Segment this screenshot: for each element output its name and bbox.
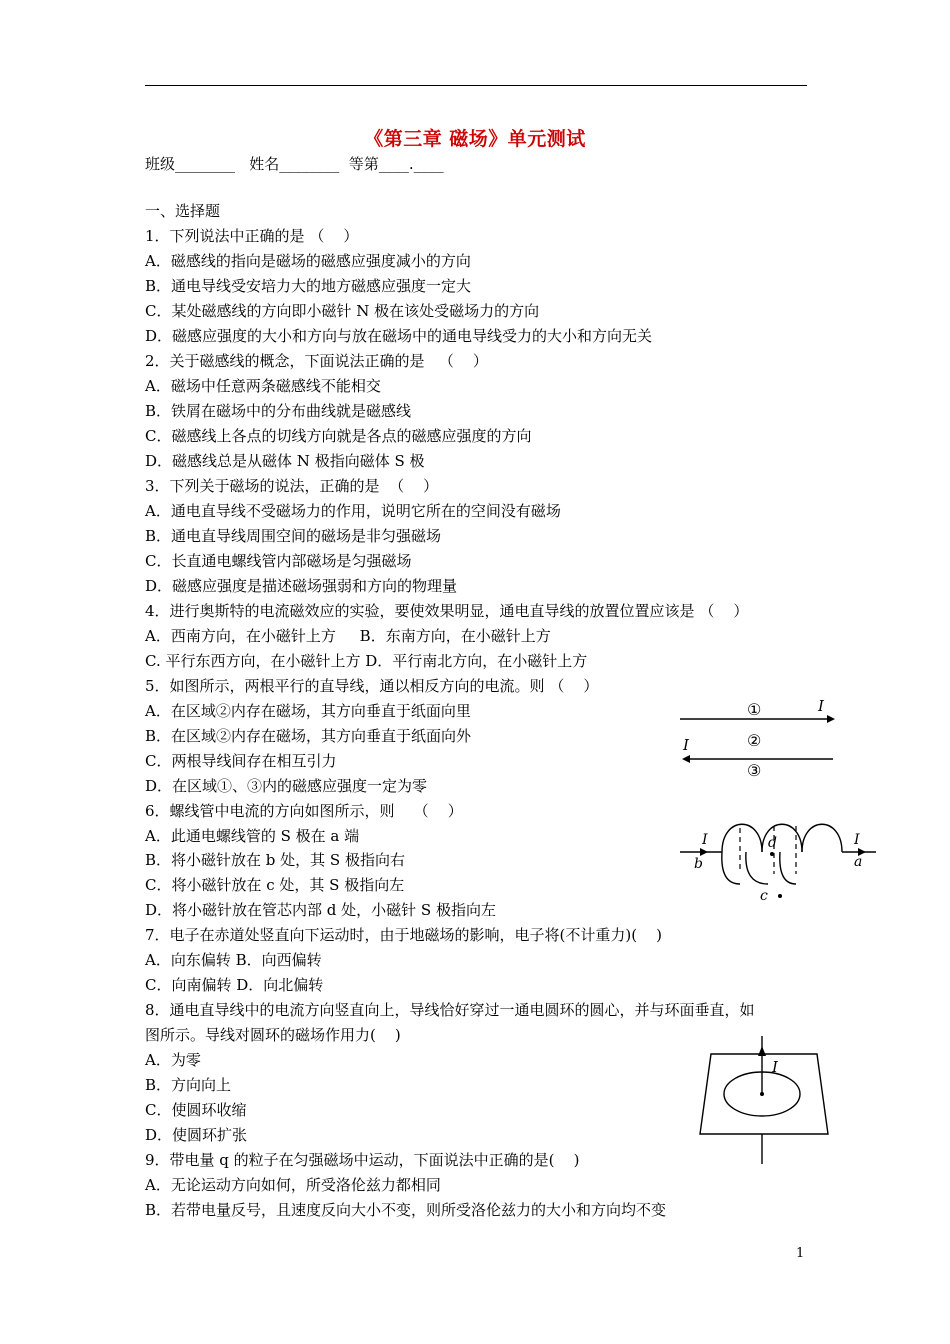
page-title: 《第三章 磁场》单元测试 bbox=[364, 128, 586, 150]
text-line: B．在区域②内存在磁场，其方向垂直于纸面向外 bbox=[145, 726, 472, 745]
text-line: 6．螺线管中电流的方向如图所示，则 （ ） bbox=[145, 801, 463, 820]
text-line: B．若带电量反号，且速度反向大小不变，则所受洛伦兹力的大小和方向均不变 bbox=[145, 1201, 667, 1220]
text-line: 9．带电量 q 的粒子在匀强磁场中运动，下面说法中正确的是( ) bbox=[145, 1151, 580, 1170]
student-info-line: 班级________ 姓名________ 等第____.____ bbox=[145, 155, 444, 173]
text-line: C. 平行东西方向，在小磁针上方 D．平行南北方向，在小磁针上方 bbox=[145, 651, 588, 670]
text-line: D．磁感应强度是描述磁场强弱和方向的物理量 bbox=[145, 576, 458, 595]
text-line: 7．电子在赤道处竖直向下运动时，由于地磁场的影响，电子将(不计重力)( ) bbox=[145, 926, 663, 945]
text-line: 8．通电直导线中的电流方向竖直向上，导线恰好穿过一通电圆环的圆心，并与环面垂直，如 bbox=[145, 1001, 755, 1020]
text-line: A．通电直导线不受磁场力的作用，说明它所在的空间没有磁场 bbox=[145, 501, 561, 520]
current-label-left: I bbox=[702, 832, 708, 848]
text-line: B．方向向上 bbox=[145, 1076, 232, 1095]
text-line: A．西南方向，在小磁针上方 B．东南方向，在小磁针上方 bbox=[145, 626, 551, 645]
point-c-label: c bbox=[760, 888, 768, 904]
region-2-label: ② bbox=[747, 731, 762, 750]
current-label-right: I bbox=[854, 832, 860, 848]
figure-parallel-wires bbox=[675, 696, 845, 782]
text-line: 5．如图所示，两根平行的直导线，通以相反方向的电流。则 （ ） bbox=[145, 676, 599, 695]
text-line: A．在区域②内存在磁场，其方向垂直于纸面向里 bbox=[145, 701, 471, 720]
text-line: C．两根导线间存在相互引力 bbox=[145, 751, 337, 770]
text-line: D．磁感应强度的大小和方向与放在磁场中的通电导线受力的大小和方向无关 bbox=[145, 326, 653, 345]
text-line: C．长直通电螺线管内部磁场是匀强磁场 bbox=[145, 551, 412, 570]
current-label-bottom: I bbox=[683, 736, 689, 754]
text-line: D．在区域①、③内的磁感应强度一定为零 bbox=[145, 776, 428, 795]
text-line: 1．下列说法中正确的是 （ ） bbox=[145, 226, 359, 245]
text-line: 4．进行奥斯特的电流磁效应的实验，要使效果明显，通电直导线的放置位置应该是 （ ） bbox=[145, 601, 749, 620]
text-line: C．将小磁针放在 c 处，其 S 极指向左 bbox=[145, 876, 405, 895]
text-line: B．通电直导线周围空间的磁场是非匀强磁场 bbox=[145, 526, 442, 545]
text-line: 图所示。导线对圆环的磁场作用力( ) bbox=[145, 1026, 401, 1045]
text-line: 3．下列关于磁场的说法，正确的是 （ ） bbox=[145, 476, 439, 495]
text-line: C．磁感线上各点的切线方向就是各点的磁感应强度的方向 bbox=[145, 426, 532, 445]
text-line: A．向东偏转 B．向西偏转 bbox=[145, 951, 322, 970]
text-line: A．此通电螺线管的 S 极在 a 端 bbox=[145, 826, 360, 845]
text-line: C．向南偏转 D．向北偏转 bbox=[145, 976, 324, 995]
text-line: 一、选择题 bbox=[145, 202, 221, 220]
current-label: I bbox=[772, 1058, 778, 1076]
text-line: B．通电导线受安培力大的地方磁感应强度一定大 bbox=[145, 276, 472, 295]
page-number: 1 bbox=[796, 1246, 805, 1261]
current-label-top: I bbox=[818, 697, 824, 715]
figure-solenoid bbox=[676, 810, 881, 906]
text-line: 2．关于磁感线的概念，下面说法正确的是 （ ） bbox=[145, 351, 488, 370]
text-line: C．某处磁感线的方向即小磁针 N 极在该处受磁场力的方向 bbox=[145, 301, 540, 320]
text-line: A．无论运动方向如何，所受洛伦兹力都相同 bbox=[145, 1176, 441, 1195]
figure-wire-through-ring bbox=[694, 1036, 834, 1166]
text-line: B．将小磁针放在 b 处，其 S 极指向右 bbox=[145, 851, 405, 870]
region-3-label: ③ bbox=[747, 761, 762, 780]
header-rule bbox=[145, 85, 807, 86]
point-d-label: d bbox=[768, 835, 777, 851]
text-line: A．磁场中任意两条磁感线不能相交 bbox=[145, 376, 381, 395]
text-line: D．磁感线总是从磁体 N 极指向磁体 S 极 bbox=[145, 451, 425, 470]
point-a-label: a bbox=[854, 854, 863, 870]
text-line: B．铁屑在磁场中的分布曲线就是磁感线 bbox=[145, 401, 412, 420]
text-line: A．为零 bbox=[145, 1051, 201, 1070]
point-b-label: b bbox=[694, 856, 703, 872]
text-line: D．将小磁针放在管芯内部 d 处，小磁针 S 极指向左 bbox=[145, 901, 496, 920]
text-line: A．磁感线的指向是磁场的磁感应强度减小的方向 bbox=[145, 251, 471, 270]
text-line: D．使圆环扩张 bbox=[145, 1126, 248, 1145]
region-1-label: ① bbox=[747, 700, 762, 719]
text-line: C．使圆环收缩 bbox=[145, 1101, 247, 1120]
